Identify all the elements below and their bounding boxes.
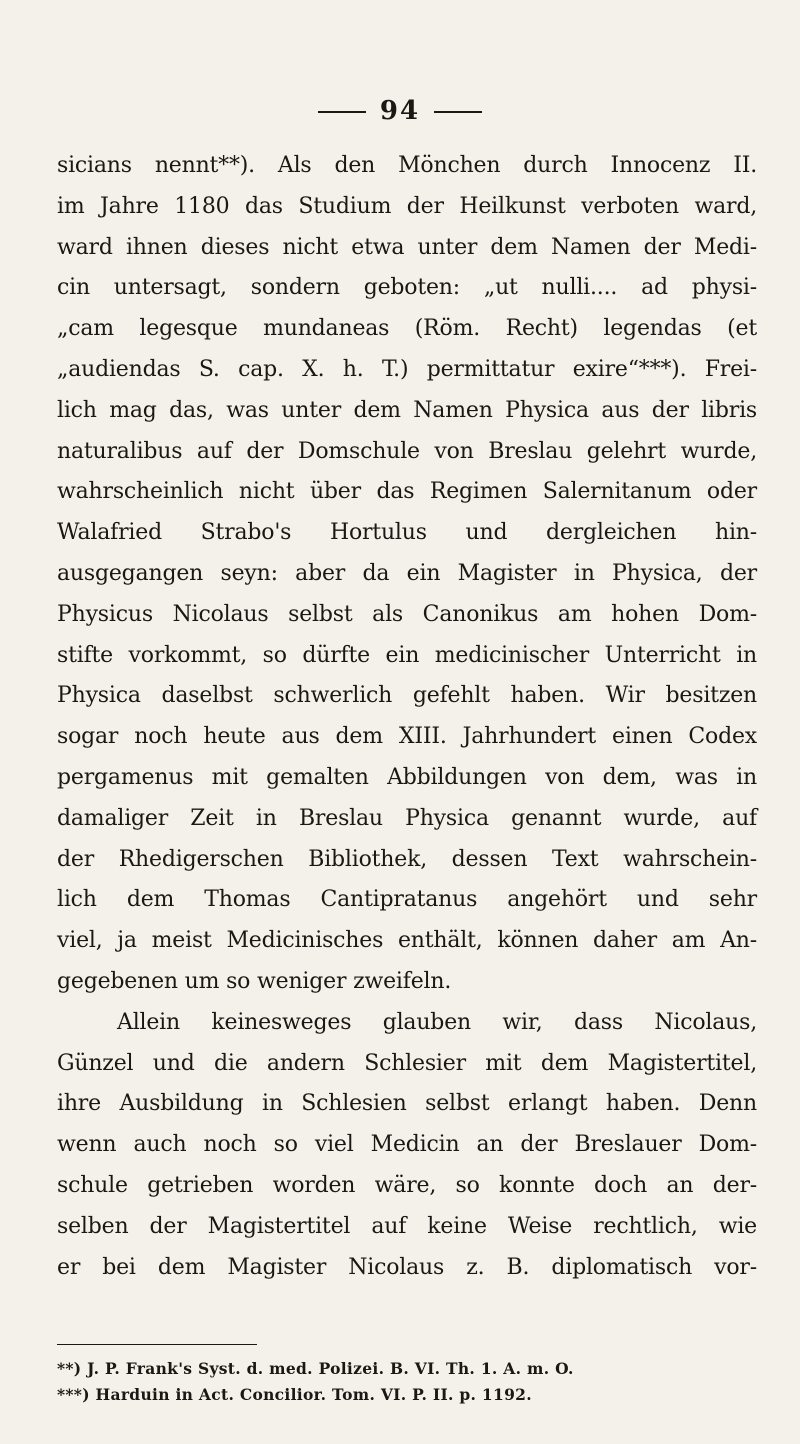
header-rule-right [434,111,482,113]
text-line: lich dem Thomas Cantipratanus angehört und sehr [57,887,757,913]
text-line: viel, ja meist Medicinisches enthält, können daher am An- [57,928,757,954]
header-rule-left [318,111,366,113]
text-line: Walafried Strabo's Hortulus und dergleichen hin- [57,520,757,546]
text-line: sicians nennt**). Als den Mönchen durch Innocenz II. [57,153,757,178]
text-line: er bei dem Magister Nicolaus z. B. diplomatisch vor- [57,1254,757,1280]
text-line: ausgegangen seyn: aber da ein Magister in Physica, der [57,560,757,586]
text-line: selben der Magistertitel auf keine Weise rechtlich, wie [57,1213,757,1239]
text-line: „cam legesque mundaneas (Röm. Recht) legendas (et [57,316,757,342]
page-header [0,96,800,126]
body-text [57,146,757,1288]
text-line: Günzel und die andern Schlesier mit dem Magistertitel, [57,1050,757,1076]
text-line: damaliger Zeit in Breslau Physica genannt wurde, auf [57,805,757,831]
text-line: pergamenus mit gemalten Abbildungen von dem, was in [57,764,757,790]
page-number: 94 [379,96,421,126]
text-line: wahrscheinlich nicht über das Regimen Salernitanum oder [57,479,757,505]
text-line: gegebenen um so weniger zweifeln. [57,968,452,994]
text-line: wenn auch noch so viel Medicin an der Breslauer Dom- [57,1132,757,1158]
text-line: im Jahre 1180 das Studium der Heilkunst verboten ward, [57,193,757,219]
text-line: lich mag das, was unter dem Namen Physica aus der libris [57,397,757,423]
text-line: stifte vorkommt, so dürfte ein medicinischer Unterricht in [57,642,757,668]
text-line: Allein keinesweges glauben wir, dass Nicolaus, [117,1009,757,1035]
text-line: ihre Ausbildung in Schlesien selbst erlangt haben. Denn [57,1091,757,1117]
footnotes [57,1356,757,1408]
footnote: **) J. P. Frank's Syst. d. med. Polizei. B. VI. Th. 1. A. m. O. [57,1359,574,1378]
footnote: ***) Harduin in Act. Concilior. Tom. VI. P. II. p. 1192. [57,1385,532,1404]
text-line: schule getrieben worden wäre, so konnte doch an der- [57,1172,757,1198]
text-line: ward ihnen dieses nicht etwa unter dem Namen der Medi- [57,234,757,260]
text-line: der Rhedigerschen Bibliothek, dessen Text wahrschein- [57,846,757,872]
text-line: Physica daselbst schwerlich gefehlt haben. Wir besitzen [57,683,757,709]
text-line: sogar noch heute aus dem XIII. Jahrhundert einen Codex [57,724,757,750]
footnote-rule [57,1344,257,1345]
text-line: cin untersagt, sondern geboten: „ut nulli.... ad physi- [57,275,757,301]
text-line: naturalibus auf der Domschule von Breslau gelehrt wurde, [57,438,757,464]
text-line: „audiendas S. cap. X. h. T.) permittatur exire“***). Frei- [57,356,757,382]
text-line: Physicus Nicolaus selbst als Canonikus am hohen Dom- [57,601,757,627]
